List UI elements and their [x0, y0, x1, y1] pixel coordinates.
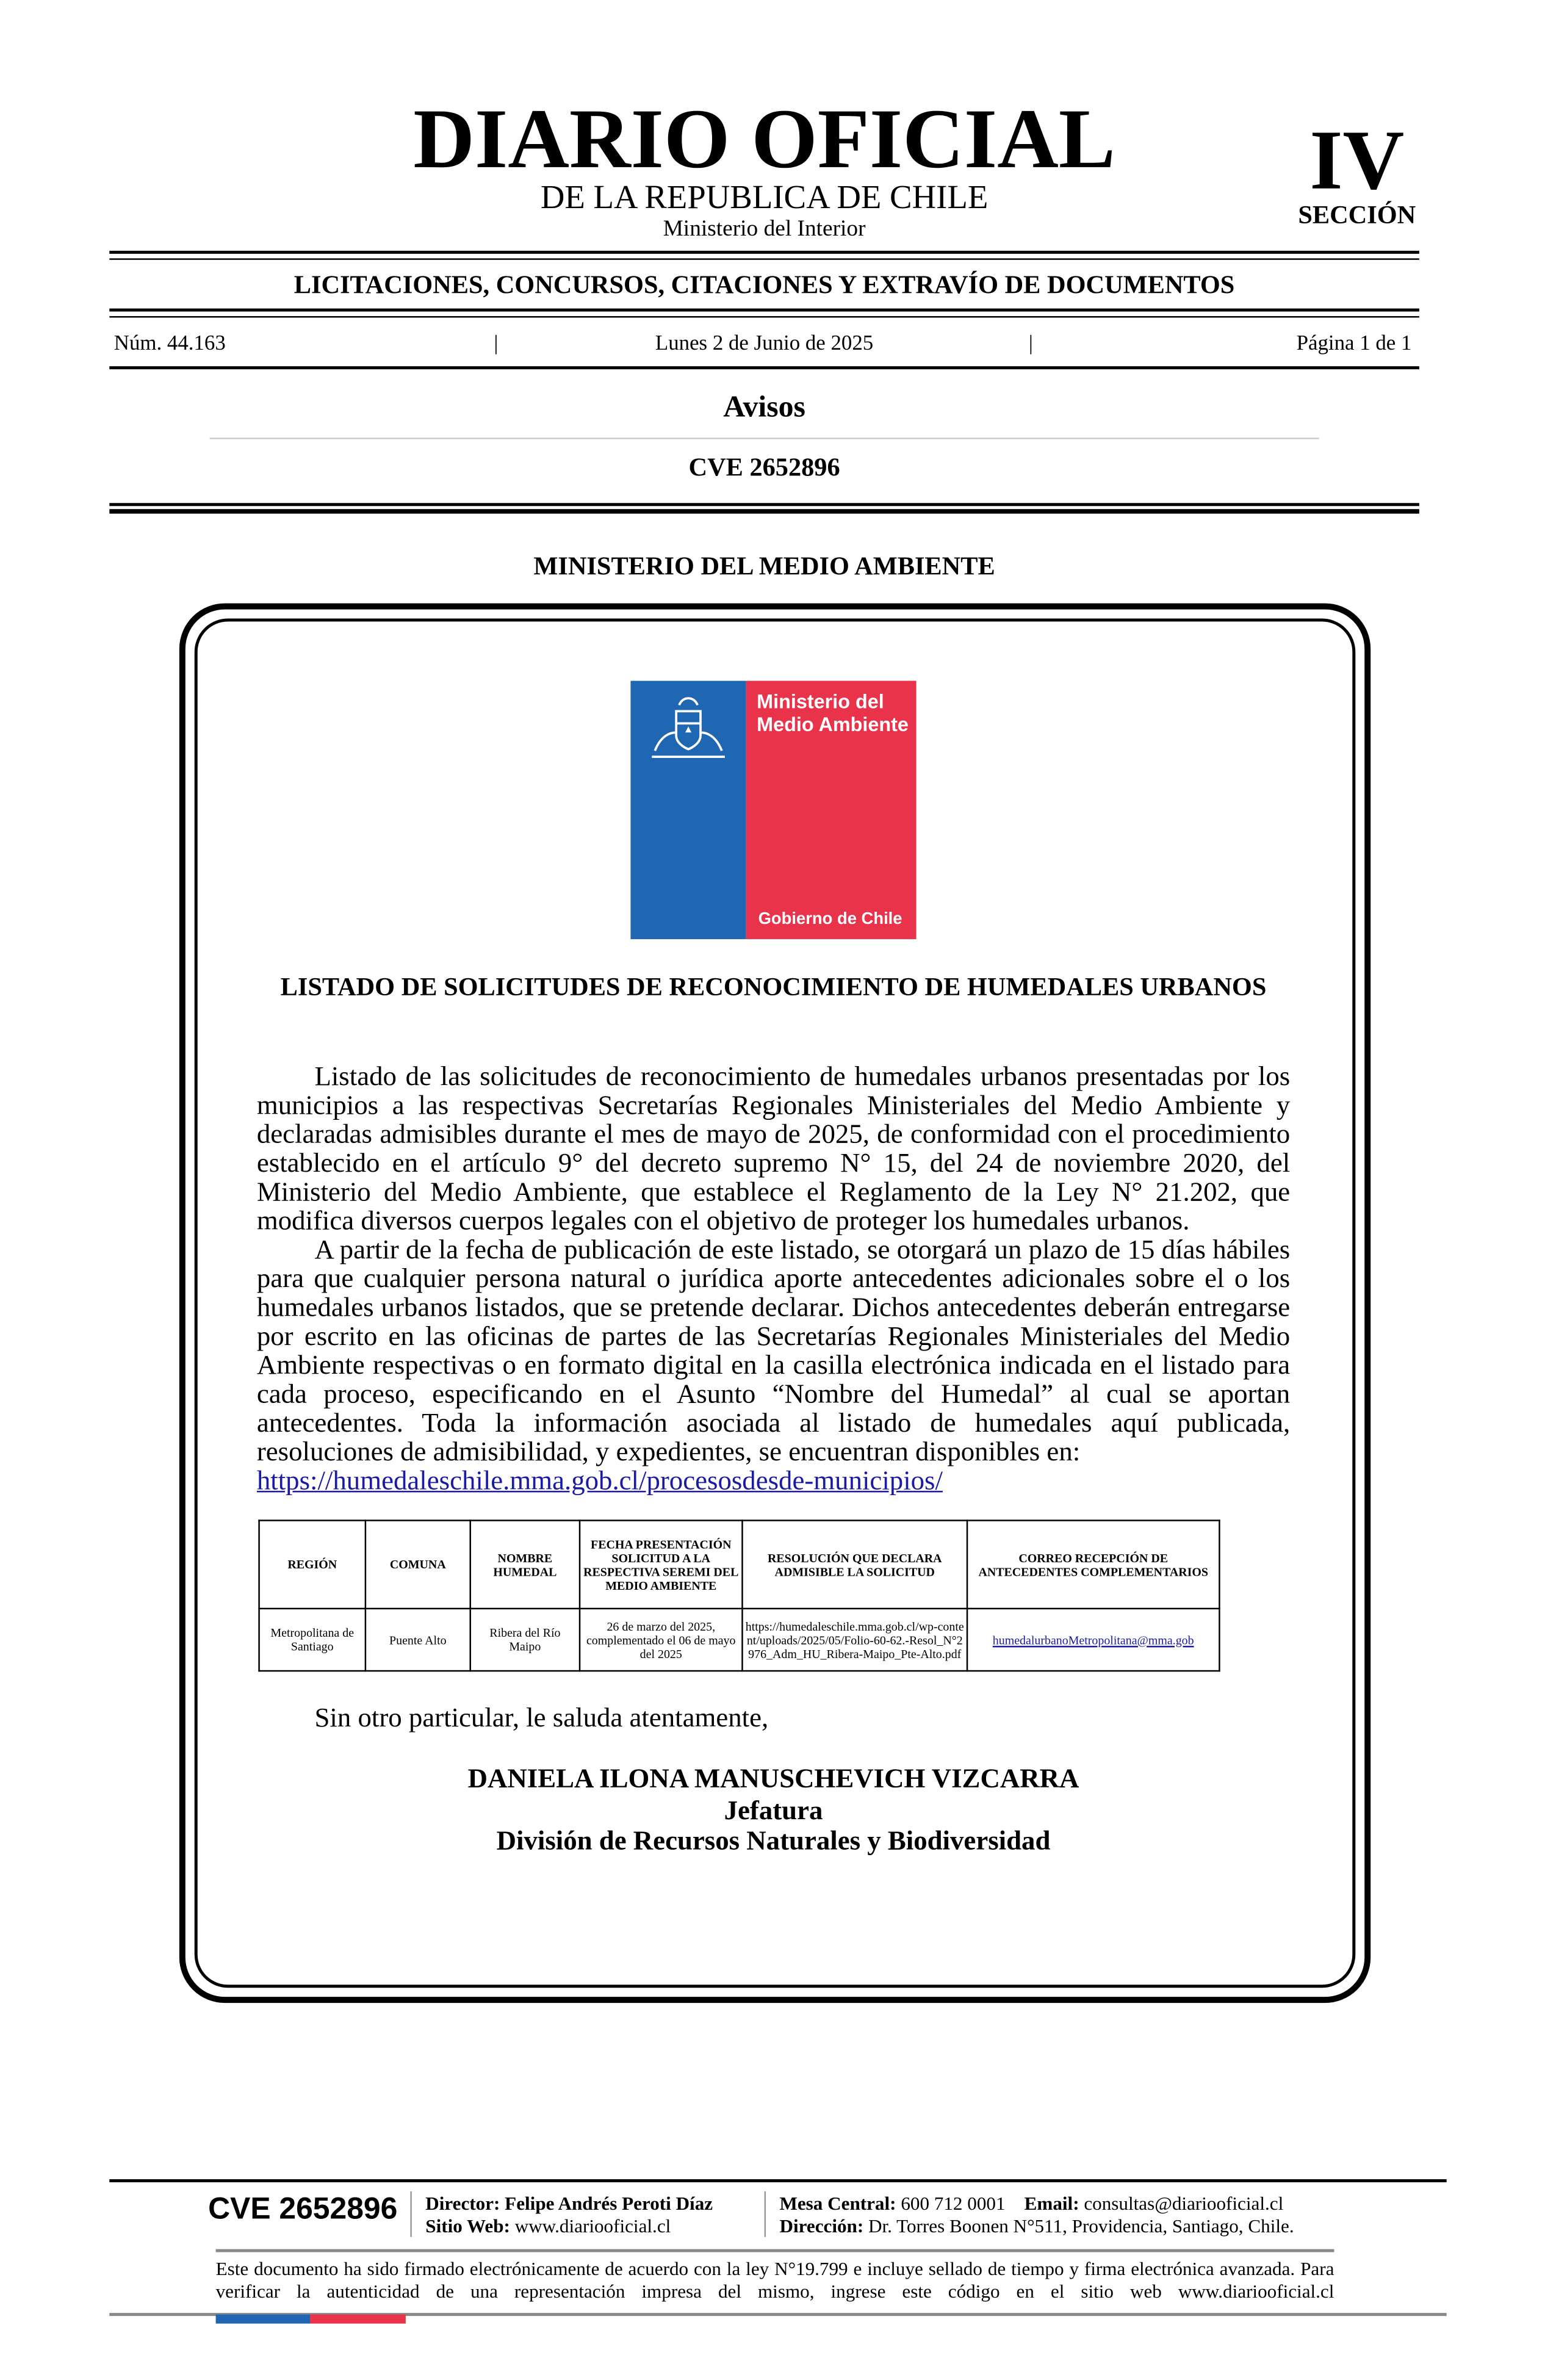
notice-content [257, 1062, 1290, 1856]
footer-contact [779, 2193, 1294, 2238]
logo-government: Gobierno de Chile [758, 910, 902, 929]
email-link[interactable]: humedalurbanoMetropolitana@mma.gob [992, 1632, 1194, 1647]
label: Email: [1024, 2193, 1079, 2215]
cve-code: CVE 2652896 [688, 453, 840, 482]
signer-division: División de Recursos Naturales y Biodiversidad [496, 1825, 1051, 1856]
issuing-ministry: MINISTERIO DEL MEDIO AMBIENTE [533, 551, 995, 581]
section-number: IV [1309, 114, 1405, 209]
label: Sitio Web: [425, 2215, 510, 2237]
divider [765, 2191, 766, 2237]
category-heading: LICITACIONES, CONCURSOS, CITACIONES Y EXTRAVÍO DE DOCUMENTOS [294, 270, 1235, 300]
paragraph: Listado de las solicitudes de reconocimiento de humedales urbanos presentadas por los municipios a las respectivas Secretarías Regionales Ministeriales del Medio Ambiente y declaradas admisibles durante el mes de mayo de 2025, de conformidad con el procedimiento establecido en el artículo 9° del decreto supremo N° 15, del 24 de noviembre 2020, del Ministerio del Medio Ambiente, que establece el Reglamento de la Ley N° 21.202, que modifica diversos cuerpos legales con el objetivo de proteger los humedales urbanos. [256, 1061, 1291, 1236]
website: www.diariooficial.cl [514, 2215, 671, 2237]
notice-body [257, 1062, 1290, 1496]
separator: | [1028, 333, 1033, 356]
wetlands-table [258, 1520, 1220, 1671]
divider [109, 2179, 1446, 2182]
divider [109, 509, 1419, 513]
divider [109, 366, 1419, 369]
flag-stripe-blue [216, 2315, 310, 2324]
cell-region: Metropolitana de Santiago [259, 1609, 366, 1671]
column-header: NOMBRE HUMEDAL [470, 1520, 580, 1608]
divider [109, 316, 1419, 317]
newspaper-title: DIARIO OFICIAL [413, 92, 1115, 187]
logo-ministry-name: Ministerio del Medio Ambiente [757, 690, 909, 736]
divider [109, 503, 1419, 506]
label: Dirección: [779, 2215, 864, 2237]
divider [216, 2249, 1334, 2252]
label: Mesa Central: [779, 2193, 896, 2215]
notice-title: LISTADO DE SOLICITUDES DE RECONOCIMIENTO DE HUMEDALES URBANOS [280, 972, 1267, 1002]
column-header: RESOLUCIÓN QUE DECLARA ADMISIBLE LA SOLICITUD [742, 1520, 967, 1608]
signer-role: Jefatura [724, 1794, 823, 1825]
ministry-line: Ministerio del Interior [663, 217, 866, 242]
issue-date: Lunes 2 de Junio de 2025 [655, 333, 874, 356]
cell-date: 26 de marzo del 2025, complementado el 06 de mayo del 2025 [580, 1609, 742, 1671]
phone: 600 712 0001 [901, 2193, 1006, 2215]
director-name: Felipe Andrés Peroti Díaz [505, 2193, 713, 2215]
page-number: Página 1 de 1 [1296, 333, 1412, 356]
coat-of-arms-icon [643, 690, 733, 766]
cell-email [967, 1609, 1219, 1671]
footer-cve: CVE 2652896 [208, 2193, 398, 2227]
divider [109, 258, 1419, 259]
cell-comuna: Puente Alto [366, 1609, 470, 1671]
email: consultas@diariooficial.cl [1084, 2193, 1284, 2215]
section-label: SECCIÓN [1298, 200, 1416, 230]
column-header: REGIÓN [259, 1520, 366, 1608]
divider [109, 251, 1419, 254]
ministry-logo [630, 681, 916, 939]
table-header-row [259, 1520, 1220, 1608]
column-header: FECHA PRESENTACIÓN SOLICITUD A LA RESPECTIVA SEREMI DEL MEDIO AMBIENTE [580, 1520, 742, 1608]
notice-type: Avisos [723, 390, 805, 424]
cell-resolution: https://humedaleschile.mma.gob.cl/wp-content/uploads/2025/05/Folio-60-62.-Resol_N°2976_Adm_HU_Ribera-Maipo_Pte-Alto.pdf [742, 1609, 967, 1671]
separator: | [494, 333, 499, 356]
processes-link[interactable]: https://humedaleschile.mma.gob.cl/procesosdesde-municipios/ [256, 1465, 943, 1496]
address: Dr. Torres Boonen N°511, Providencia, Santiago, Chile. [868, 2215, 1294, 2237]
signer-name: DANIELA ILONA MANUSCHEVICH VIZCARRA [467, 1762, 1079, 1794]
flag-stripe-red [310, 2315, 406, 2324]
column-header: COMUNA [366, 1520, 470, 1608]
closing: Sin otro particular, le saluda atentamente, [314, 1702, 769, 1733]
newspaper-subtitle: DE LA REPUBLICA DE CHILE [540, 178, 989, 216]
signature-note: Este documento ha sido firmado electrónicamente de acuerdo con la ley N°19.799 e incluye sellado de tiempo y firma electrónica avanzada. Para verificar la autenticidad de una representación impresa del mismo, ingrese este código en el sitio web www.diariooficial.cl [215, 2258, 1334, 2302]
label: Director: [425, 2193, 500, 2215]
cell-wetland: Ribera del Río Maipo [470, 1609, 580, 1671]
column-header: CORREO RECEPCIÓN DE ANTECEDENTES COMPLEMENTARIOS [967, 1520, 1219, 1608]
paragraph: A partir de la fecha de publicación de este listado, se otorgará un plazo de 15 días hábiles para que cualquier persona natural o jurídica aporte antecedentes adicionales sobre el o los humedales urbanos listados, que se pretende declarar. Dichos antecedentes deberán entregarse por escrito en las oficinas de partes de las Secretarías Regionales Ministeriales del Medio Ambiente respectivas o en formato digital en la casilla electrónica indicada en el listado para cada proceso, especificando en el Asunto “Nombre del Humedal” al cual se aportan antecedentes. Toda la información asociada al listado de humedales aquí publicada, resoluciones de admisibilidad, y expedientes, se encuentran disponibles en: [256, 1234, 1291, 1467]
footer-director [425, 2193, 713, 2238]
divider [410, 2191, 411, 2237]
table-row [259, 1609, 1220, 1671]
issue-number: Núm. 44.163 [113, 333, 226, 356]
divider [109, 309, 1419, 312]
divider [210, 438, 1319, 439]
